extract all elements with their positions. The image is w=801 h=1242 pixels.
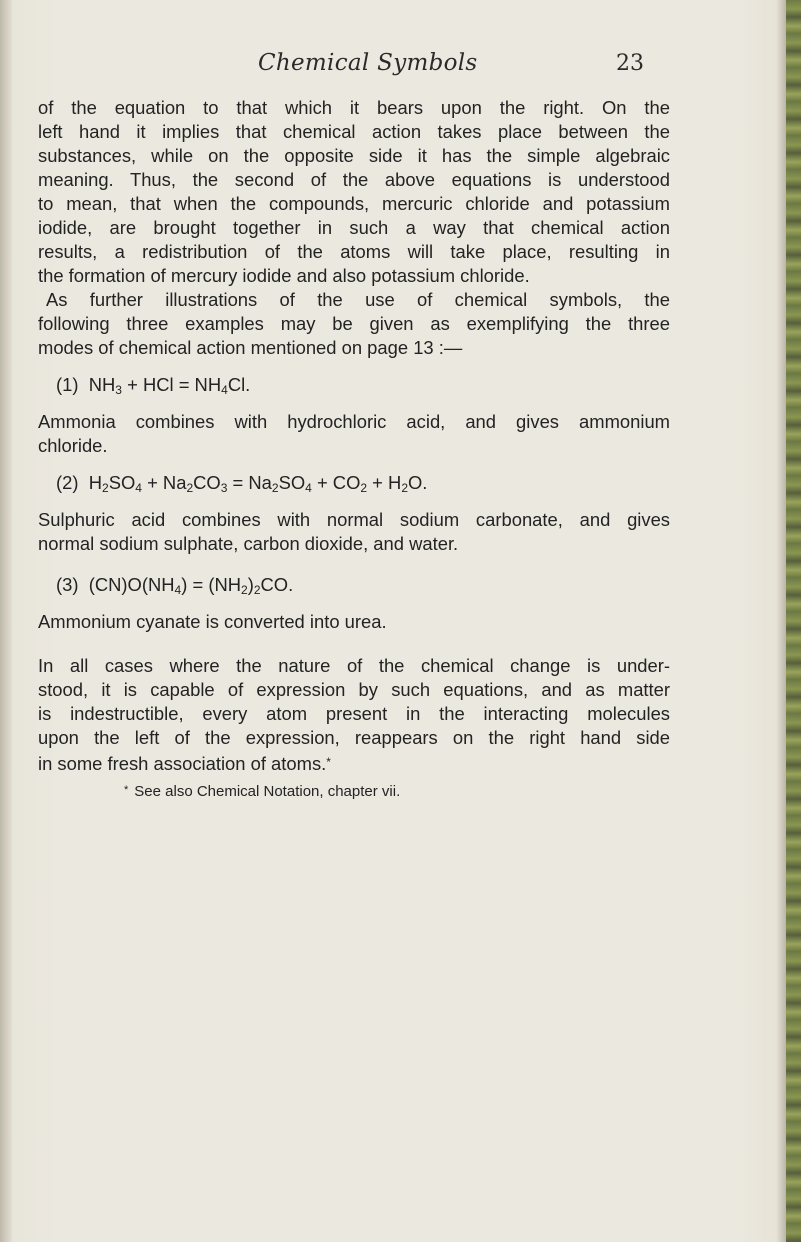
text-line: is indestructible, every atom present in the interacting molecules — [38, 703, 670, 724]
text-line: Ammonia combines with hydrochloric acid, and gives ammonium — [38, 411, 670, 432]
text-line: meaning. Thus, the second of the above equations is understood — [38, 169, 670, 190]
equation-2-description — [38, 508, 670, 556]
text-line: modes of chemical action mentioned on page 13 :— — [38, 337, 463, 358]
paragraph-1 — [38, 96, 670, 288]
paragraph-3 — [38, 654, 670, 774]
equation-1-description — [38, 410, 670, 458]
paragraph-2 — [38, 288, 670, 360]
equation-3: (3) $(CN)O(NH_4) = (NH_2)_2CO$. — [56, 574, 294, 597]
text-line: following three examples may be given as exemplifying the three — [38, 313, 670, 334]
text-line: As further illustrations of the use of chemical symbols, the — [46, 289, 670, 310]
text-line: iodide, are brought together in such a way that chemical action — [38, 217, 670, 238]
equation-1: (1) $NH_3$ + HCl = $NH_4Cl$. — [56, 374, 251, 397]
text-line: the formation of mercury iodide and also potassium chloride. — [38, 265, 530, 286]
equation-3-description — [38, 610, 670, 634]
page-gutter-edge — [0, 0, 12, 1242]
running-head-title: Chemical Symbols — [258, 50, 478, 76]
text-line: stood, it is capable of expression by such equations, and as matter — [38, 679, 670, 700]
footnote-star: * — [124, 784, 129, 796]
text-line: upon the left of the expression, reappears on the right hand side — [38, 727, 670, 748]
book-cover-edge — [786, 0, 801, 1242]
footnote — [38, 780, 670, 802]
text-line: to mean, that when the compounds, mercuric chloride and potassium — [38, 193, 670, 214]
equation-number: (2) — [56, 472, 79, 493]
text-line: Sulphuric acid combines with normal sodium carbonate, and gives — [38, 509, 670, 530]
text-line: substances, while on the opposite side it has the simple algebraic — [38, 145, 670, 166]
footnote-text: See also Chemical Notation, chapter vii. — [134, 783, 401, 800]
text-line: Ammonium cyanate is converted into urea. — [38, 611, 387, 632]
page-edge-shadow — [776, 0, 786, 1242]
text-line: chloride. — [38, 435, 108, 456]
text-line: results, a redistribution of the atoms will take place, resulting in — [38, 241, 670, 262]
text-line: left hand it implies that chemical action takes place between the — [38, 121, 670, 142]
text-line: of the equation to that which it bears upon the right. On the — [38, 97, 670, 118]
equation-number: (1) — [56, 374, 79, 395]
body-text — [38, 96, 670, 802]
footnote-marker: * — [326, 755, 331, 769]
equation-2: (2) $H_2SO_4 + Na_2CO_3 = Na_2SO_4 + CO_2 + H_2O$. — [56, 472, 428, 495]
text-line: normal sodium sulphate, carbon dioxide, and water. — [38, 533, 459, 554]
text-line: In all cases where the nature of the chemical change is under- — [38, 655, 670, 676]
page-number: 23 — [616, 51, 644, 76]
equation-number: (3) — [56, 574, 79, 595]
running-head — [0, 50, 801, 90]
text-line: in some fresh association of atoms.* — [38, 753, 331, 774]
